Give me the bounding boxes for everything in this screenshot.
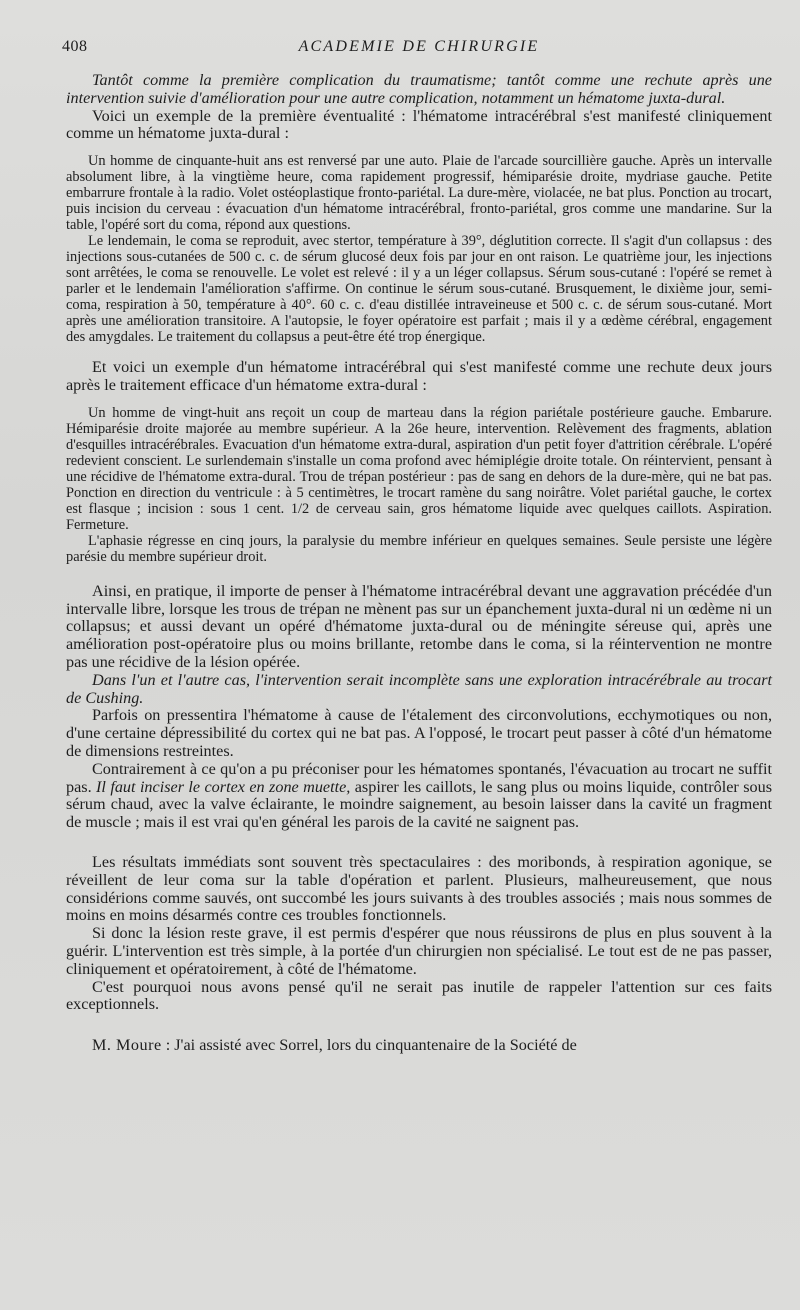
comment-paragraph [66,1036,772,1054]
case1-paragraph-1: Un homme de cinquante-huit ans est renversé par une auto. Plaie de l'arcade sourcillière gauche. Après un intervalle absolument libre, à la vingtième heure, coma rapidement progressif, hémiparésie droite, mydriase gauche. Petite embarrure frontale à la radio. Volet ostéoplastique fronto-pariétal. La dure-mère, violacée, ne bat plus. Ponction au trocart, puis incision du cerveau : évacuation d'un hématome intracérébral, fronto-pariétal, gros comme une mandarine. Sur la table, l'opéré sort du coma, répond aux questions. [66,153,772,234]
discussion-paragraph-4 [66,761,772,832]
case1-paragraph-2: Le lendemain, le coma se reproduit, avec stertor, température à 39°, déglutition correcte. Il s'agit d'un collapsus : des injections sous-cutanées de 500 c. c. de sérum glucosé deux fois par jour en ont raison. Le quatrième jour, les injections sont arrêtées, le coma se renouvelle. Le volet est relevé : il y a un léger collapsus. Sérum sous-cutané : l'opéré se remet à parler et le lendemain l'amélioration s'affirme. On continue le sérum sous-cutané. Brusquement, le dixième jour, semi-coma, respiration à 50, température à 40°. 60 c. c. d'eau distillée intraveineuse et 500 c. c. de sérum sous-cutané. Mort après une amélioration transitoire. A l'autopsie, le foyer opératoire est parfait ; mais il y a œdème cérébral, engagement des amygdales. Le traitement du collapsus a peut-être été trop énergique. [66,233,772,346]
discussion-paragraph-3: Parfois on pressentira l'hématome à cause de l'étalement des circonvolutions, ecchymotiques ou non, d'une certaine dépressibilité du cortex qui ne bat pas. A l'opposé, le trocart peut passer à côté d'un hématome de dimensions restreintes. [66,706,772,760]
comment-text: : J'ai assisté avec Sorrel, lors du cinquantenaire de la Société de [161,1036,577,1055]
first-example-paragraph: Voici un exemple de la première éventualité : l'hématome intracérébral s'est manifesté cliniquement comme un hématome juxta-dural : [66,106,772,143]
results-paragraph-3: C'est pourquoi nous avons pensé qu'il ne serait pas inutile de rappeler l'attention sur ces faits exceptionnels. [66,977,772,1014]
intro-italic-paragraph: Tantôt comme la première complication du traumatisme; tantôt comme une rechute après une intervention suivie d'amélioration pour une autre complication, notamment un hématome juxta-dural. [66,71,772,107]
discussion-p4-start: Contrairement à ce qu'on a pu préconiser pour les hématomes spontanés, l'évacuation au trocart ne suffit pas. [66,759,772,796]
case2-paragraph-2: L'aphasie régresse en cinq jours, la paralysie du membre inférieur en quelques semaines. Seule persiste une légère parésie du membre supérieur droit. [66,532,772,565]
discussion-p4-end: aspirer les caillots, le sang plus ou moins liquide, contrôler sous sérum chaud, avec la valve éclairante, le moindre saignement, au besoin laisser dans la cavité un fragment de muscle ; mais il est vrai qu'en général les parois de la cavité ne saignent pas. [66,777,773,832]
running-head [62,38,772,60]
case2-paragraph-1: Un homme de vingt-huit ans reçoit un coup de marteau dans la région pariétale postérieure gauche. Embarure. Hémiparésie droite majorée au membre supérieur. A la 26e heure, intervention. Relèvement des fragments, ablation d'esquilles intracérébrales. Evacuation d'un hématome extra-dural, aspiration d'un petit foyer d'attrition cérébrale. L'opéré redevient conscient. Le surlendemain s'installe un coma profond avec hémiplégie droite totale. On réintervient, pensant à une récidive de l'hématome extra-dural. Trou de trépan postérieur : pas de sang en dehors de la dure-mère, qui ne bat pas. Ponction en direction du ventricule : à 5 centimètres, le trocart ramène du sang noirâtre. Volet pariétal gauche, le cortex est flasque ; incision : sous 1 cent. 1/2 de cerveau sain, gros hématome liquide avec quelques caillots. Aspiration. Fermeture. [66,404,772,533]
results-paragraph-2: Si donc la lésion reste grave, il est permis d'espérer que nous réussirons de plus en plus souvent à la guérir. L'intervention est très simple, à la portée d'un chirurgien non spécialisé. Le tout est de ne pas passer, cliniquement et opératoirement, à côté de l'hématome. [66,924,772,978]
discussion-p4-italic: Il faut inciser le cortex en zone muette, [96,777,351,796]
second-example-paragraph: Et voici un exemple d'un hématome intracérébral qui s'est manifesté comme une rechute deux jours après le traitement efficace d'un hématome extra-dural : [66,358,772,394]
discussion-italic-paragraph: Dans l'un et l'autre cas, l'intervention serait incomplète sans une exploration intracérébrale au trocart de Cushing. [66,670,772,707]
speaker-name: M. Moure [92,1036,162,1055]
page-number: 408 [62,38,88,55]
discussion-paragraph-1: Ainsi, en pratique, il importe de penser à l'hématome intracérébral devant une aggravation précédée d'un intervalle libre, lorsque les trous de trépan ne mènent pas sur un épanchement juxta-dural ni un œdème ni un collapsus; et aussi devant un opéré d'hématome juxta-dural ou de méningite séreuse qui, après une amélioration post-opératoire plus ou moins brillante, retombe dans le coma, si la réintervention ne montre pas une récidive de la lésion opérée. [66,581,772,671]
results-paragraph-1: Les résultats immédiats sont souvent très spectaculaires : des moribonds, à respiration agonique, se réveillent de leur coma sur la table d'opération et parlent. Plusieurs, malheureusement, que nous considérions comme sauvés, ont succombé les jours suivants à des troubles associés ; mais nous sommes de moins en moins désarmés contre ces troubles fonctionnels. [66,852,772,925]
journal-title: ACADEMIE DE CHIRURGIE [298,38,540,55]
